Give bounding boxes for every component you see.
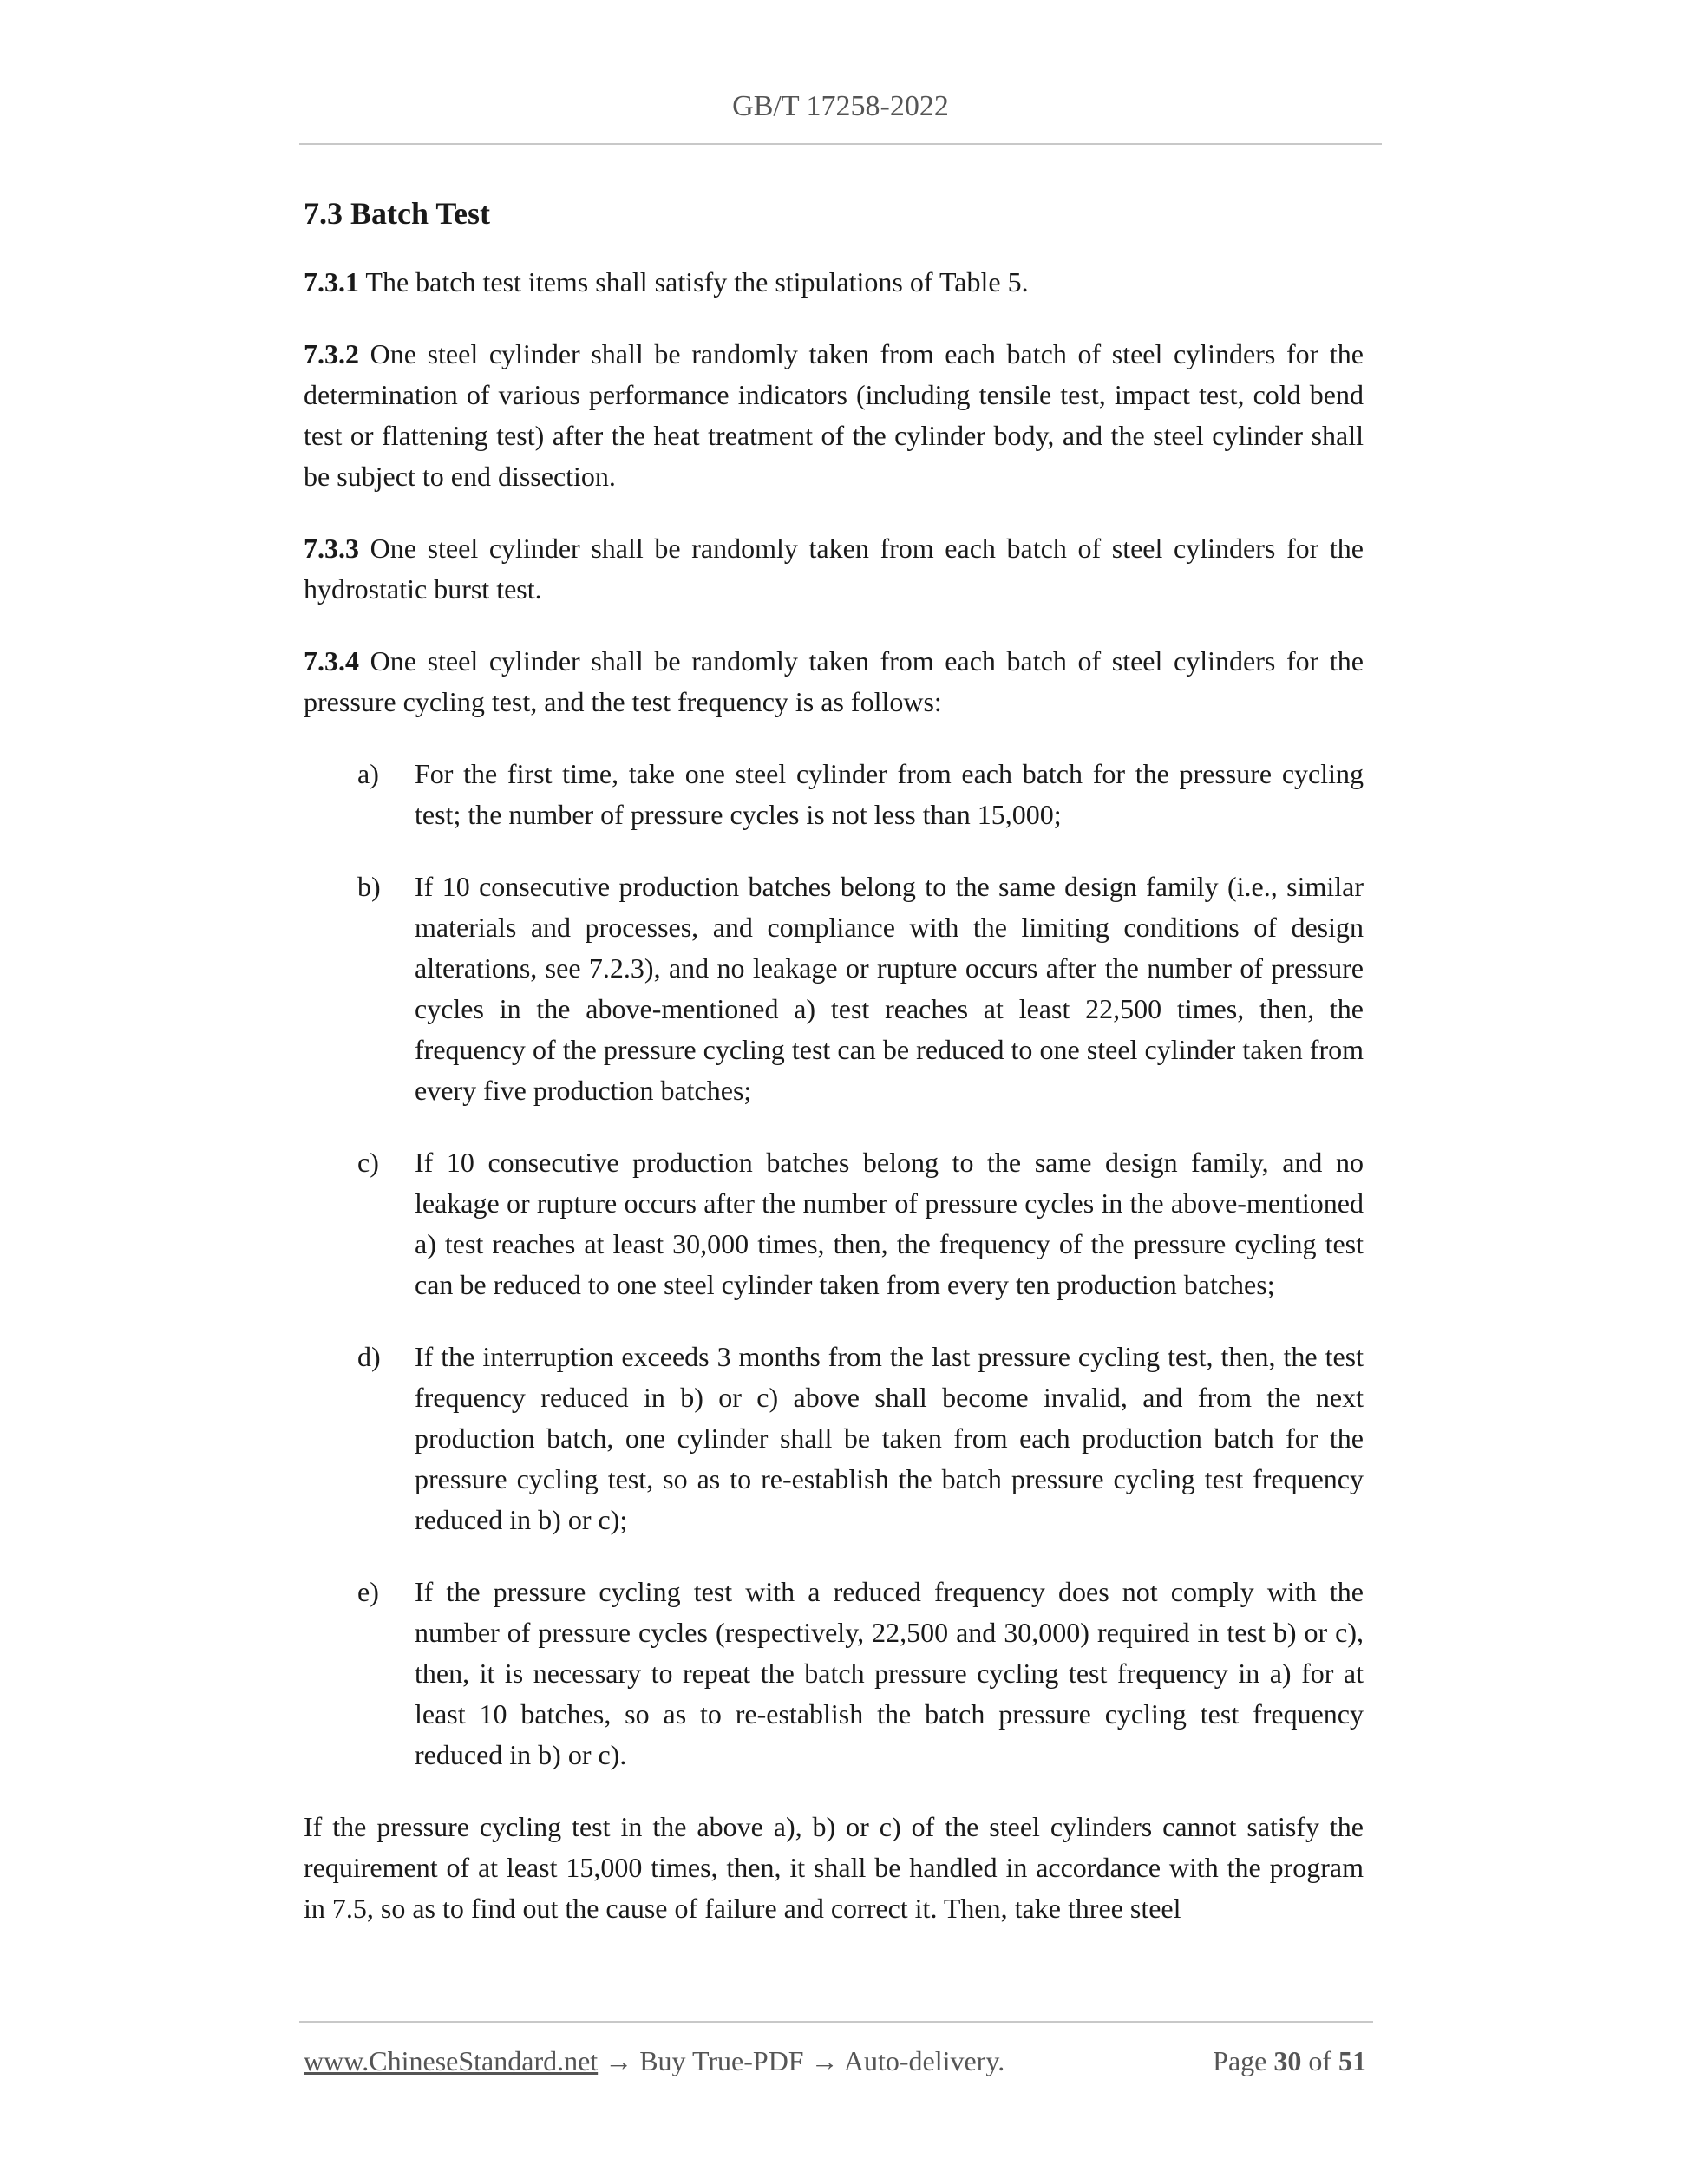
page-content xyxy=(304,193,1364,1960)
running-header: GB/T 17258-2022 xyxy=(732,90,949,122)
list-marker: c) xyxy=(357,1147,379,1178)
clause-text: One steel cylinder shall be randomly taken from each batch of steel cylinders for the pressure cycling test, and the test frequency is as follows: xyxy=(304,645,1364,717)
clause-number: 7.3.1 xyxy=(304,266,359,298)
clause-number: 7.3.3 xyxy=(304,533,359,564)
clause-text: The batch test items shall satisfy the stipulations of Table 5. xyxy=(359,266,1029,298)
footer-promo xyxy=(304,2045,1004,2077)
clause-number: 7.3.2 xyxy=(304,338,359,369)
list-item-text: If the interruption exceeds 3 months from the last pressure cycling test, then, the test frequency reduced in b) or c) above shall become invalid, and from the next production batch, one cylinder shall be taken from each production batch for the pressure cycling test, so as to re-establish the batch pressure cycling test frequency reduced in b) or c); xyxy=(415,1341,1364,1535)
list-item xyxy=(304,1572,1364,1775)
page-of: of xyxy=(1301,2045,1338,2076)
section-title: 7.3 Batch Test xyxy=(304,196,491,231)
list-item-text: If 10 consecutive production batches belong to the same design family (i.e., similar materials and processes, and compliance with the limiting conditions of design alterations, see 7.2.3), and no leakage or rupture occurs after the number of pressure cycles in the above-mentioned a) test reaches at least 22,500 times, then, the frequency of the pressure cycling test can be reduced to one steel cylinder taken from every five production batches; xyxy=(415,871,1364,1106)
page-current: 30 xyxy=(1273,2045,1302,2076)
list-item-text: For the first time, take one steel cylinder from each batch for the pressure cycling test; the number of pressure cycles is not less than 15,000; xyxy=(415,758,1364,830)
list-marker: d) xyxy=(357,1341,381,1372)
clause-text: One steel cylinder shall be randomly taken from each batch of steel cylinders for the hydrostatic burst test. xyxy=(304,533,1364,605)
clause-7-3-2 xyxy=(304,334,1364,497)
list-item xyxy=(304,866,1364,1111)
footer-divider xyxy=(299,2021,1373,2023)
list-item-text: If 10 consecutive production batches belong to the same design family, and no leakage or rupture occurs after the number of pressure cycles in the above-mentioned a) test reaches at least 30,000 times, then, the frequency of the pressure cycling test can be reduced to one steel cylinder taken from every ten production batches; xyxy=(415,1147,1364,1300)
clause-text: One steel cylinder shall be randomly taken from each batch of steel cylinders for the determination of various performance indicators (including tensile test, impact test, cold bend test or flattening test) after the heat treatment of the cylinder body, and the steel cylinder shall be subject to end dissection. xyxy=(304,338,1364,492)
footer-promo-text: → Buy True-PDF → Auto-delivery. xyxy=(598,2045,1005,2076)
page-total: 51 xyxy=(1338,2045,1366,2076)
list-item xyxy=(304,1337,1364,1540)
clause-7-3-3 xyxy=(304,528,1364,610)
clause-number: 7.3.4 xyxy=(304,645,359,677)
page-label: Page xyxy=(1213,2045,1274,2076)
list-item-text: If the pressure cycling test with a reduced frequency does not comply with the number of pressure cycles (respectively, 22,500 and 30,000) required in test b) or c), then, it is necessary to repeat the batch pressure cycling test frequency in a) for at least 10 batches, so as to re-establish the batch pressure cycling test frequency reduced in b) or c). xyxy=(415,1576,1364,1770)
closing-paragraph: If the pressure cycling test in the above a), b) or c) of the steel cylinders cannot satisfy the requirement of at least 15,000 times, then, it shall be handled in accordance with the program in 7.5, so as to find out the cause of failure and correct it. Then, take three steel xyxy=(304,1811,1364,1924)
clause-7-3-1 xyxy=(304,262,1364,303)
website-link[interactable]: www.ChineseStandard.net xyxy=(304,2045,599,2076)
frequency-list xyxy=(304,754,1364,1775)
list-item xyxy=(304,1142,1364,1305)
list-marker: e) xyxy=(357,1576,379,1607)
clause-7-3-4 xyxy=(304,641,1364,723)
header-divider xyxy=(299,143,1382,145)
list-item xyxy=(304,754,1364,835)
page-number xyxy=(1213,2045,1366,2077)
list-marker: b) xyxy=(357,871,381,902)
list-marker: a) xyxy=(357,758,379,789)
